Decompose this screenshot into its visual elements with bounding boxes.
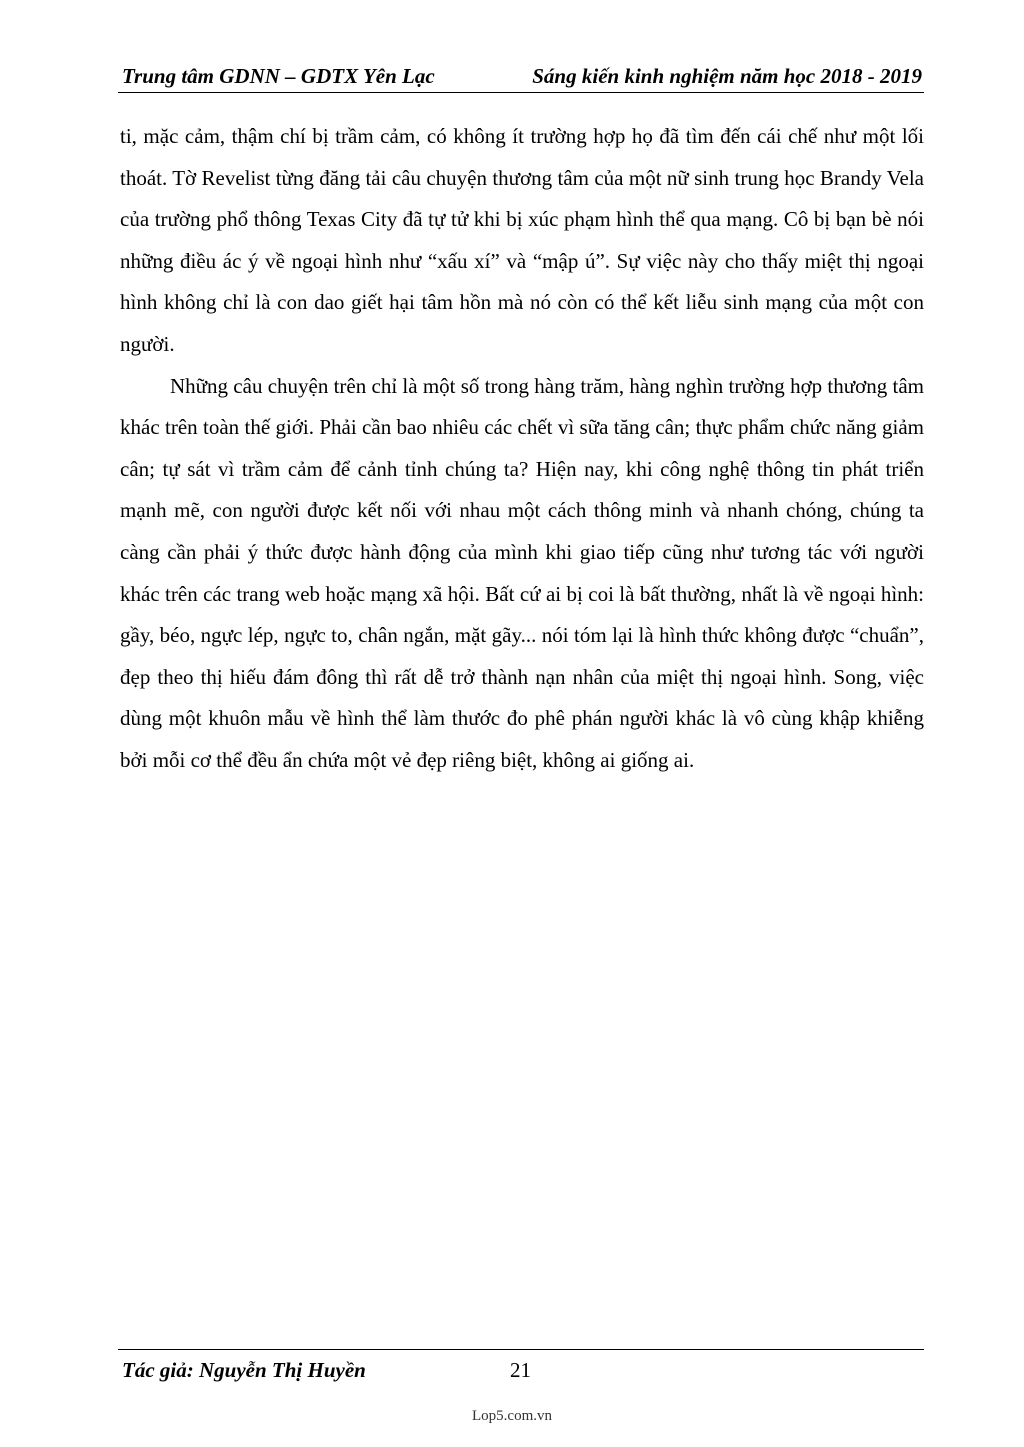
- footer-author: Tác giả: Nguyễn Thị Huyền: [122, 1358, 366, 1382]
- paragraph: Những câu chuyện trên chỉ là một số trong hàng trăm, hàng nghìn trường hợp thương tâm khác trên toàn thế giới. Phải cần bao nhiêu các chết vì sữa tăng cân; thực phẩm chức năng giảm cân; tự sát vì trầm cảm để cảnh tỉnh chúng ta? Hiện nay, khi công nghệ thông tin phát triển mạnh mẽ, con người được kết nối với nhau một cách thông minh và nhanh chóng, chúng ta càng cần phải ý thức được hành động của mình khi giao tiếp cũng như tương tác với người khác trên các trang web hoặc mạng xã hội. Bất cứ ai bị coi là bất thường, nhất là về ngoại hình: gầy, béo, ngực lép, ngực to, chân ngắn, mặt gãy... nói tóm lại là hình thức không được “chuẩn”, đẹp theo thị hiếu đám đông thì rất dễ trở thành nạn nhân của miệt thị ngoại hình. Song, việc dùng một khuôn mẫu về hình thể làm thước đo phê phán người khác là vô cùng khập khiễng bởi mỗi cơ thể đều ẩn chứa một vẻ đẹp riêng biệt, không ai giống ai.: [120, 373, 924, 772]
- page-number: 21: [510, 1358, 531, 1382]
- page-footer: [118, 1349, 924, 1390]
- header-document-title: Sáng kiến kinh nghiệm năm học 2018 - 2019: [532, 64, 922, 88]
- page-header: [118, 62, 924, 93]
- paragraph-continued: ti, mặc cảm, thậm chí bị trầm cảm, có không ít trường hợp họ đã tìm đến cái chế như một lối thoát. Tờ Revelist từng đăng tải câu chuyện thương tâm của một nữ sinh trung học Brandy Vela của trường phổ thông Texas City đã tự tử khi bị xúc phạm hình thể qua mạng. Cô bị bạn bè nói những điều ác ý về ngoại hình như “xấu xí” và “mập ú”. Sự việc này cho thấy miệt thị ngoại hình không chỉ là con dao giết hại tâm hồn mà nó còn có thể kết liễu sinh mạng của một con người.: [120, 124, 924, 356]
- watermark-site: Lop5.com.vn: [472, 1408, 552, 1424]
- document-body: [120, 116, 924, 782]
- header-institution: Trung tâm GDNN – GDTX Yên Lạc: [122, 64, 435, 88]
